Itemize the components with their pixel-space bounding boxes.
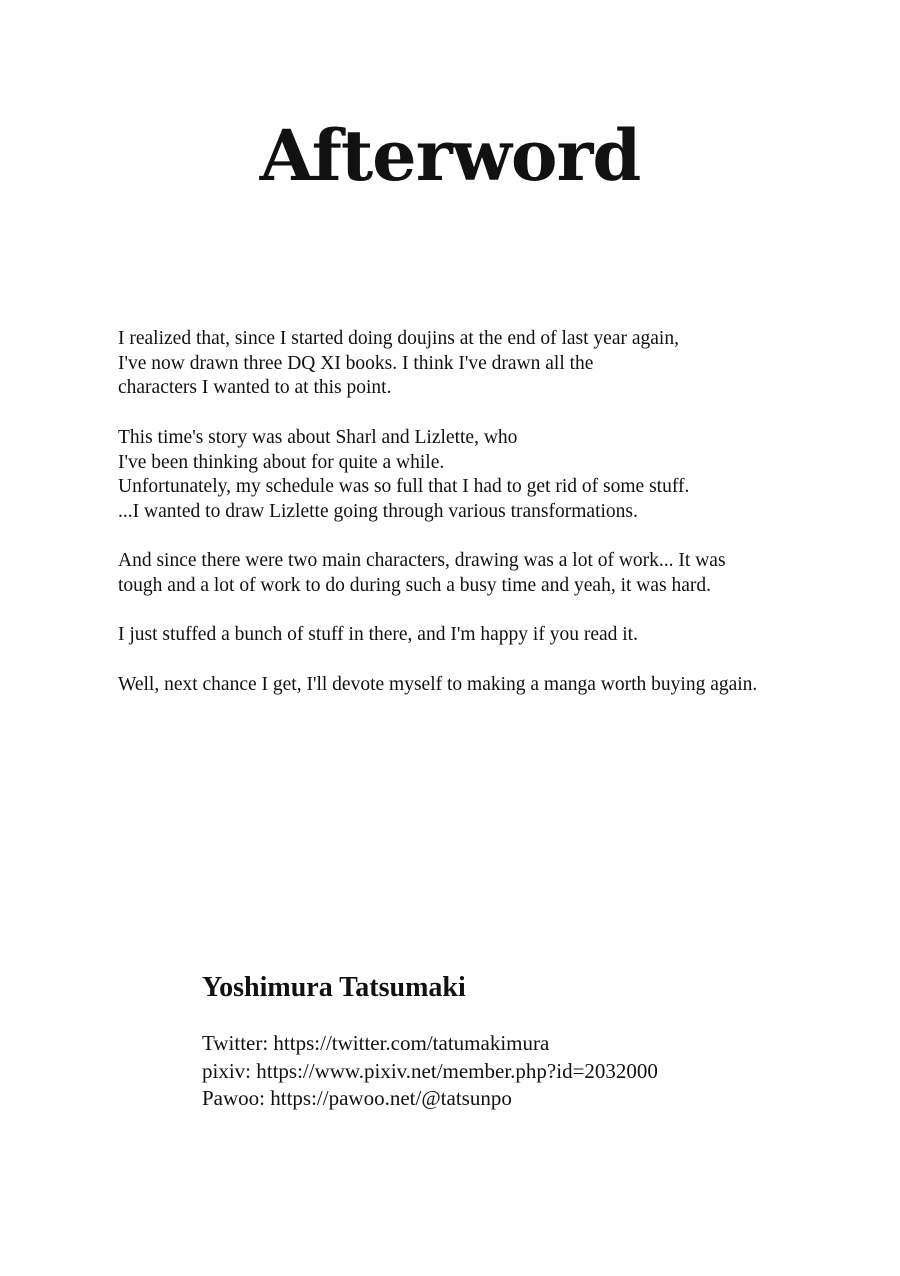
text-line: I just stuffed a bunch of stuff in there, and I'm happy if you read it.	[118, 624, 638, 646]
pawoo-link: Pawoo: https://pawoo.net/@tatsunpo	[202, 1086, 512, 1110]
paragraph	[118, 549, 838, 598]
paragraph	[118, 673, 838, 698]
text-line: tough and a lot of work to do during such a busy time and yeah, it was hard.	[118, 575, 712, 596]
afterword-body	[118, 327, 838, 722]
text-line: I've been thinking about for quite a while.	[118, 451, 445, 473]
text-line: I've now drawn three DQ XI books. I think I've drawn all the	[118, 352, 594, 374]
text-line: This time's story was about Sharl and Lizlette, who	[118, 426, 518, 448]
text-line: I realized that, since I started doing doujins at the end of last year again,	[118, 328, 679, 349]
pixiv-link: pixiv: https://www.pixiv.net/member.php?id=2032000	[202, 1058, 658, 1083]
text-line: And since there were two main characters, drawing was a lot of work... It was	[118, 550, 726, 572]
text-line: Well, next chance I get, I'll devote myself to making a manga worth buying again.	[118, 673, 758, 695]
paragraph	[118, 623, 838, 648]
text-line: characters I wanted to at this point.	[118, 377, 392, 399]
paragraph	[118, 327, 838, 401]
social-links	[202, 1030, 658, 1113]
page-title: Afterword	[259, 114, 641, 197]
paragraph	[118, 426, 838, 525]
text-line: ...I wanted to draw Lizlette going through various transformations.	[118, 500, 638, 522]
text-line: Unfortunately, my schedule was so full that I had to get rid of some stuff.	[118, 476, 690, 498]
twitter-link: Twitter: https://twitter.com/tatumakimura	[202, 1031, 550, 1055]
author-name: Yoshimura Tatsumaki	[202, 972, 466, 1003]
